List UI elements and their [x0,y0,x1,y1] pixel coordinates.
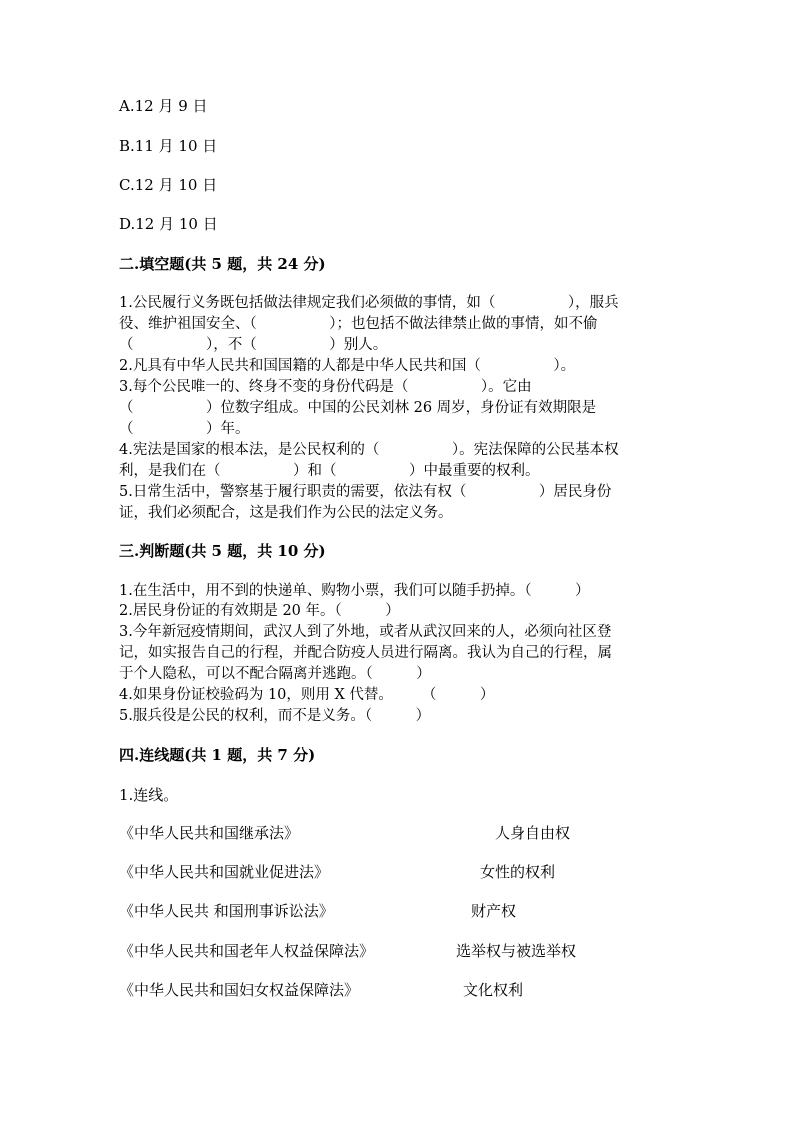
section2-heading: 二.填空题(共 5 题，共 24 分) [119,255,326,273]
option-b: B.11 月 10 日 [119,137,218,155]
match-left-item: 《中华人民共和国就业促进法》 [119,863,330,881]
judge-line: 记，如实报告自己的行程，并配合防疫人员进行隔离。我认为自己的行程，属 [119,645,612,661]
judge-line: 2.居民身份证的有效期是 20 年。（ ） [119,603,400,619]
match-left-item: 《中华人民共和国老年人权益保障法》 [119,942,375,960]
fill-line: 3.每个公民唯一的、终身不变的身份代码是（ ）。它由 [119,379,532,395]
fill-line: （ ）位数字组成。中国的公民刘林 26 周岁，身份证有效期限是 [119,400,597,416]
fill-line: 1.公民履行义务既包括做法律规定我们必须做的事情，如（ ），服兵 [119,295,619,311]
fill-line: 利，是我们在（ ）和（ ）中最重要的权利。 [119,463,540,479]
option-d: D.12 月 10 日 [119,215,218,233]
judge-line: 5.服兵役是公民的权利，而不是义务。（ ） [119,708,431,724]
fill-line: 5.日常生活中，警察基于履行职责的需要，依法有权（ ）居民身份 [119,484,612,500]
fill-line: 证，我们必须配合，这是我们作为公民的法定义务。 [119,505,453,521]
fill-line: 2.凡具有中华人民共和国国籍的人都是中华人民共和国（ ）。 [119,358,576,374]
match-left-item: 《中华人民共和国妇女权益保障法》 [119,981,360,999]
fill-line: 役、维护祖国安全、（ ）；也包括不做法律禁止做的事情，如不偷 [119,316,598,332]
fill-line: 4.宪法是国家的根本法，是公民权利的（ ）。宪法保障的公民基本权 [119,442,619,458]
section4-heading: 四.连线题(共 1 题，共 7 分) [119,746,316,764]
judge-line: 4.如果身份证校验码为 10，则用 X 代替。 （ ） [119,687,495,703]
fill-line: （ ），不（ ）别人。 [119,337,388,353]
option-a: A.12 月 9 日 [119,97,208,115]
match-right-item: 女性的权利 [480,863,556,881]
match-right-item: 选举权与被选举权 [456,942,577,960]
match-right-item: 财产权 [471,902,517,920]
match-left-item: 《中华人民共和国继承法》 [119,824,300,842]
match-question: 1.连线。 [119,786,179,804]
match-right-item: 人身自由权 [495,824,571,842]
judge-line: 于个人隐私，可以不配合隔离并逃跑。（ ） [119,666,431,682]
match-right-item: 文化权利 [463,981,524,999]
fill-line: （ ）年。 [119,421,250,437]
judge-line: 3.今年新冠疫情期间，武汉人到了外地，或者从武汉回来的人，必须向社区登 [119,624,612,640]
option-c: C.12 月 10 日 [119,176,218,194]
judge-line: 1.在生活中，用不到的快递单、购物小票，我们可以随手扔掉。（ ） [119,583,590,599]
match-left-item: 《中华人民共 和国刑事诉讼法》 [119,902,334,920]
section3-heading: 三.判断题(共 5 题，共 10 分) [119,542,326,560]
